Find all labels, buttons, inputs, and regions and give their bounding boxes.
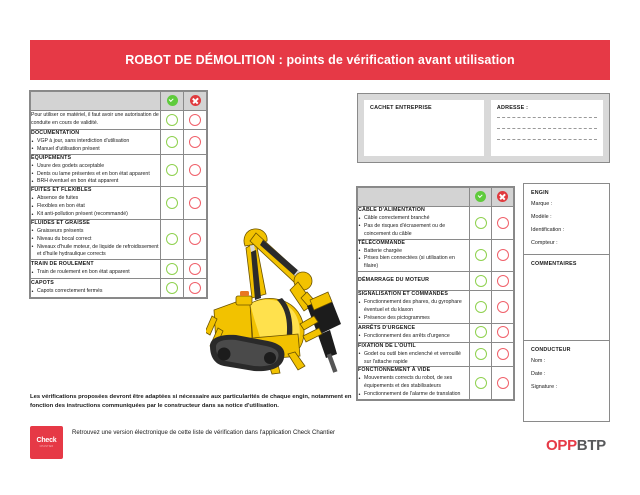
page-title: ROBOT DE DÉMOLITION : points de vérification avant utilisation [125, 53, 515, 67]
checklist-item: • Dents ou lame présentes et en bon état apparent [31, 171, 160, 179]
checkbox-ko[interactable] [492, 367, 514, 400]
checklist-section-title: FUITES ET FLEXIBLES [31, 187, 92, 194]
check-chantier-logo [30, 426, 63, 459]
oppbtp-logo-btp: BTP [576, 437, 606, 454]
conducteur-field-nom[interactable]: Nom : [531, 358, 546, 364]
cross-circle-icon [184, 92, 207, 111]
checklist-item: • Kit anti-pollution présent (recommandé) [31, 211, 160, 219]
checklist-row [358, 291, 514, 324]
checklist-item: • Fonctionnement des arrêts d'urgence [358, 333, 469, 341]
checklist-item: • VGP à jour, sans interdiction d'utilisation [31, 138, 160, 146]
engin-field-compteur[interactable]: Compteur : [531, 240, 558, 246]
checkbox-ko[interactable] [184, 130, 207, 155]
checklist-item: • Batterie chargée [358, 248, 469, 256]
app-promo-text: Retrouvez une version électronique de cette liste de vérification dans l'application Check Chantier [72, 429, 336, 436]
engin-title: ENGIN [531, 190, 549, 196]
checklist-item-list [358, 299, 469, 322]
checkbox-ok[interactable] [161, 260, 184, 279]
adresse-line-2 [497, 128, 597, 129]
conducteur-section [524, 340, 609, 421]
checkbox-ok[interactable] [161, 187, 184, 220]
checklist-item: • Train de roulement en bon état apparent [31, 269, 160, 277]
checklist-header-row [31, 92, 207, 111]
adresse-line-1 [497, 117, 597, 118]
demolition-robot-illustration [206, 178, 358, 390]
checkbox-ko[interactable] [184, 154, 207, 187]
engin-field-modele[interactable]: Modèle : [531, 214, 552, 220]
oppbtp-logo [546, 437, 606, 454]
checklist-item: • Godet ou outil bien enclenché et verrouillé sur l'attache rapide [358, 351, 469, 367]
checklist-item-list [358, 351, 469, 367]
check-circle-icon [470, 188, 492, 207]
checklist-item: • Niveaux d'huile moteur, de liquide de refroidissement et d'huile hydraulique corrects [31, 244, 160, 260]
checklist-item: • Mouvements corrects du robot, de ses équipements et des stabilisateurs [358, 375, 469, 391]
checkbox-ok[interactable] [161, 154, 184, 187]
checkbox-ok[interactable] [470, 239, 492, 272]
checklist-row-content [358, 239, 470, 272]
checklist-row [31, 154, 207, 187]
conducteur-title: CONDUCTEUR [531, 347, 571, 353]
engin-field-identification[interactable]: Identification : [531, 227, 565, 233]
checklist-row [358, 239, 514, 272]
checklist-section-title: FONCTIONNEMENT À VIDE [358, 367, 431, 374]
footer-note-text: Les vérifications proposées devront être adaptées si nécessaire aux particularités de chaque engin, notamment en fonction des instructions communiquées par le constructeur dans sa notice d'utilisation. [30, 394, 352, 409]
engin-section [524, 184, 609, 254]
checklist-item-list [31, 288, 160, 296]
checkbox-ok[interactable] [470, 207, 492, 240]
checklist-row-content [31, 130, 161, 155]
adresse-line-3 [497, 139, 597, 140]
checklist-item: • Absence de fuites [31, 195, 160, 203]
checklist-row-content [358, 323, 470, 342]
checkbox-ko[interactable] [184, 260, 207, 279]
checkbox-ko[interactable] [492, 323, 514, 342]
checklist-item-list [358, 375, 469, 398]
checklist-row [358, 207, 514, 240]
checklist-item-list [31, 195, 160, 218]
checklist-item: • Prises bien connectées (si utilisation en filaire) [358, 255, 469, 271]
checklist-row-content [31, 111, 161, 130]
checkbox-ko[interactable] [184, 279, 207, 298]
checklist-row [31, 279, 207, 298]
checklist-item: • Fonctionnement des phares, du gyrophare éventuel et du klaxon [358, 299, 469, 315]
checklist-item: • Graisseurs présents [31, 228, 160, 236]
checklist-row-content [31, 260, 161, 279]
checklist-row-content [31, 219, 161, 259]
checkbox-ok[interactable] [161, 130, 184, 155]
cross-circle-icon [492, 188, 514, 207]
cachet-entreprise-label: CACHET ENTREPRISE [370, 105, 432, 111]
checklist-item-list [31, 269, 160, 277]
checklist-item: • BRH éventuel en bon état apparent [31, 178, 160, 186]
adresse-field[interactable] [491, 100, 603, 156]
checklist-row-content [358, 272, 470, 291]
checklist-section-title: FIXATION DE L'OUTIL [358, 342, 416, 349]
checklist-section-title: DOCUMENTATION [31, 130, 80, 136]
checkbox-ko[interactable] [492, 342, 514, 367]
cachet-entreprise-field[interactable] [364, 100, 484, 156]
conducteur-field-signature[interactable]: Signature : [531, 384, 558, 390]
company-stamp-box [357, 93, 610, 163]
checklist-row [358, 272, 514, 291]
checklist-item: • Flexibles en bon état [31, 203, 160, 211]
check-logo-sub: CHANTIER [39, 445, 54, 448]
checkbox-ok[interactable] [470, 367, 492, 400]
checklist-header-blank [358, 188, 470, 207]
checkbox-ok[interactable] [470, 272, 492, 291]
checklist-row [31, 130, 207, 155]
checklist-item-list [358, 333, 469, 341]
footer-note [30, 393, 352, 411]
conducteur-field-date[interactable]: Date : [531, 371, 546, 377]
checkbox-ok[interactable] [470, 291, 492, 324]
checklist-row-content [31, 154, 161, 187]
checklist-item: • Présence des pictogrammes [358, 315, 469, 323]
checkbox-ko[interactable] [184, 111, 207, 130]
checklist-section-title: ARRÊTS D'URGENCE [358, 324, 416, 331]
checklist-item: • Câble correctement branché [358, 215, 469, 223]
checklist-header-blank [31, 92, 161, 111]
checklist-row-content [358, 367, 470, 400]
checklist-row [358, 323, 514, 342]
checkbox-ok[interactable] [470, 342, 492, 367]
oppbtp-logo-opp: OPP [546, 437, 577, 454]
checklist-section-title: SIGNALISATION ET COMMANDES [358, 291, 449, 298]
checkbox-ko[interactable] [184, 187, 207, 220]
checklist-row [358, 367, 514, 400]
checklist-row-content [31, 187, 161, 220]
checklist-row [31, 111, 207, 130]
checklist-item: • Fonctionnement de l'alarme de translation [358, 391, 469, 399]
checklist-item: • Capots correctement fermés [31, 288, 160, 296]
adresse-label: ADRESSE : [496, 105, 529, 111]
checkbox-ko[interactable] [492, 239, 514, 272]
checklist-item: • Manuel d'utilisation présent [31, 146, 160, 154]
checkbox-ko[interactable] [492, 272, 514, 291]
commentaires-section[interactable] [524, 254, 609, 340]
checklist-item-list [31, 228, 160, 259]
checklist-section-title: CÂBLE D'ALIMENTATION [358, 207, 426, 213]
checklist-item: • Usure des godets acceptable [31, 163, 160, 171]
checkbox-ko[interactable] [492, 207, 514, 240]
checklist-row [31, 219, 207, 259]
checklist-item: • Niveau du bocal correct [31, 236, 160, 244]
check-circle-icon [161, 92, 184, 111]
checklist-row-content [358, 342, 470, 367]
checkbox-ko[interactable] [184, 219, 207, 259]
checklist-intro-text: Pour utiliser ce matériel, il faut avoir une autorisation de conduite en cours de validité. [31, 112, 159, 126]
checkbox-ko[interactable] [492, 291, 514, 324]
checklist-section-title: TÉLÉCOMMANDE [358, 239, 406, 246]
checkbox-ok[interactable] [470, 323, 492, 342]
checklist-header-row [358, 188, 514, 207]
checklist-section-title: ÉQUIPEMENTS [31, 154, 72, 161]
page-title-banner [30, 40, 610, 80]
checklist-section-title: FLUIDES ET GRAISSE [31, 219, 90, 226]
checkbox-ok[interactable] [161, 219, 184, 259]
checklist-section-title: CAPOTS [31, 280, 54, 287]
checklist-row-content [31, 279, 161, 298]
checklist-table-left [29, 90, 208, 299]
checklist-section-title: TRAIN DE ROULEMENT [31, 261, 94, 268]
checklist-item-list [31, 138, 160, 154]
checklist-item: • Pas de risques d'écrasement ou de coincement du câble [358, 223, 469, 239]
app-promo [30, 426, 360, 459]
checklist-section-title: DÉMARRAGE DU MOTEUR [358, 276, 430, 283]
checklist-item-list [358, 215, 469, 238]
checklist-row-content [358, 291, 470, 324]
checklist-item-list [358, 248, 469, 271]
checkbox-ok[interactable] [161, 279, 184, 298]
checklist-item-list [31, 163, 160, 186]
engin-field-marque[interactable]: Marque : [531, 201, 553, 207]
checkbox-ok[interactable] [161, 111, 184, 130]
commentaires-title: COMMENTAIRES [531, 261, 577, 267]
checklist-row-content [358, 207, 470, 240]
info-panel [523, 183, 610, 422]
checklist-table-middle [356, 186, 515, 401]
checklist-row [31, 187, 207, 220]
checklist-row [31, 260, 207, 279]
checklist-row [358, 342, 514, 367]
check-logo-main: Check [36, 437, 57, 444]
